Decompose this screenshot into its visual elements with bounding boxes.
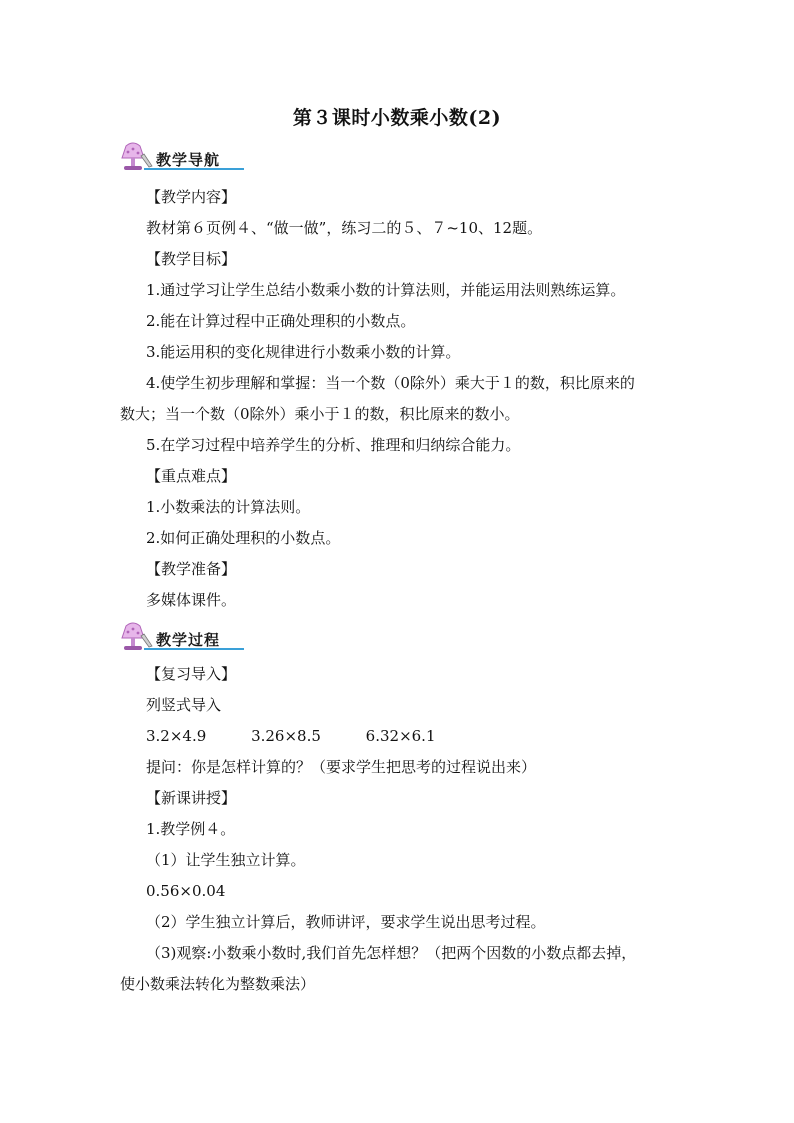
text-line: （2）学生独立计算后，教师讲评，要求学生说出思考过程。 — [146, 913, 546, 931]
section-banner-teaching-process — [116, 620, 246, 656]
banner-label: 教学过程 — [156, 631, 221, 649]
difficulty-item-1: 1.小数乘法的计算法则。 — [146, 498, 311, 516]
text-line-continued: 使小数乘法转化为整数乘法） — [120, 975, 316, 993]
text-line: 0.56×0.04 — [146, 882, 226, 900]
heading-teaching-content: 【教学内容】 — [146, 188, 237, 206]
section-banner-teaching-guide — [116, 140, 246, 176]
expression: 3.2×4.9 — [146, 727, 207, 745]
text-line: 提问：你是怎样计算的？（要求学生把思考的过程说出来） — [146, 758, 537, 776]
heading-teaching-goals: 【教学目标】 — [146, 250, 237, 268]
heading-preparation: 【教学准备】 — [146, 560, 237, 578]
goal-item-4: 4.使学生初步理解和掌握：当一个数（0除外）乘大于１的数，积比原来的 — [146, 374, 635, 392]
difficulty-item-2: 2.如何正确处理积的小数点。 — [146, 529, 341, 547]
goal-item-2: 2.能在计算过程中正确处理积的小数点。 — [146, 312, 416, 330]
goal-item-3: 3.能运用积的变化规律进行小数乘小数的计算。 — [146, 343, 461, 361]
goal-item-4-continued: 数大；当一个数（0除外）乘小于１的数，积比原来的数小。 — [120, 405, 520, 423]
expression-row — [146, 726, 436, 746]
goal-item-5: 5.在学习过程中培养学生的分析、推理和归纳综合能力。 — [146, 436, 521, 454]
expression: 6.32×6.1 — [365, 727, 436, 745]
text-line: （3)观察:小数乘小数时,我们首先怎样想？（把两个因数的小数点都去掉， — [146, 944, 637, 962]
expression: 3.26×8.5 — [251, 727, 321, 745]
lesson-title: 第３课时小数乘小数(2) — [292, 107, 502, 129]
text-line: （1）让学生独立计算。 — [146, 851, 306, 869]
goal-item-1: 1.通过学习让学生总结小数乘小数的计算法则，并能运用法则熟练运算。 — [146, 281, 626, 299]
heading-new-lesson: 【新课讲授】 — [146, 789, 237, 807]
heading-key-difficulties: 【重点难点】 — [146, 467, 237, 485]
text-line: 1.教学例４。 — [146, 820, 236, 838]
text-line: 教材第６页例４、“做一做”，练习二的５、７~10、12题。 — [146, 219, 543, 237]
heading-review: 【复习导入】 — [146, 665, 237, 683]
banner-label: 教学导航 — [156, 151, 221, 169]
text-line: 列竖式导入 — [146, 696, 222, 714]
text-line: 多媒体课件。 — [146, 591, 237, 609]
